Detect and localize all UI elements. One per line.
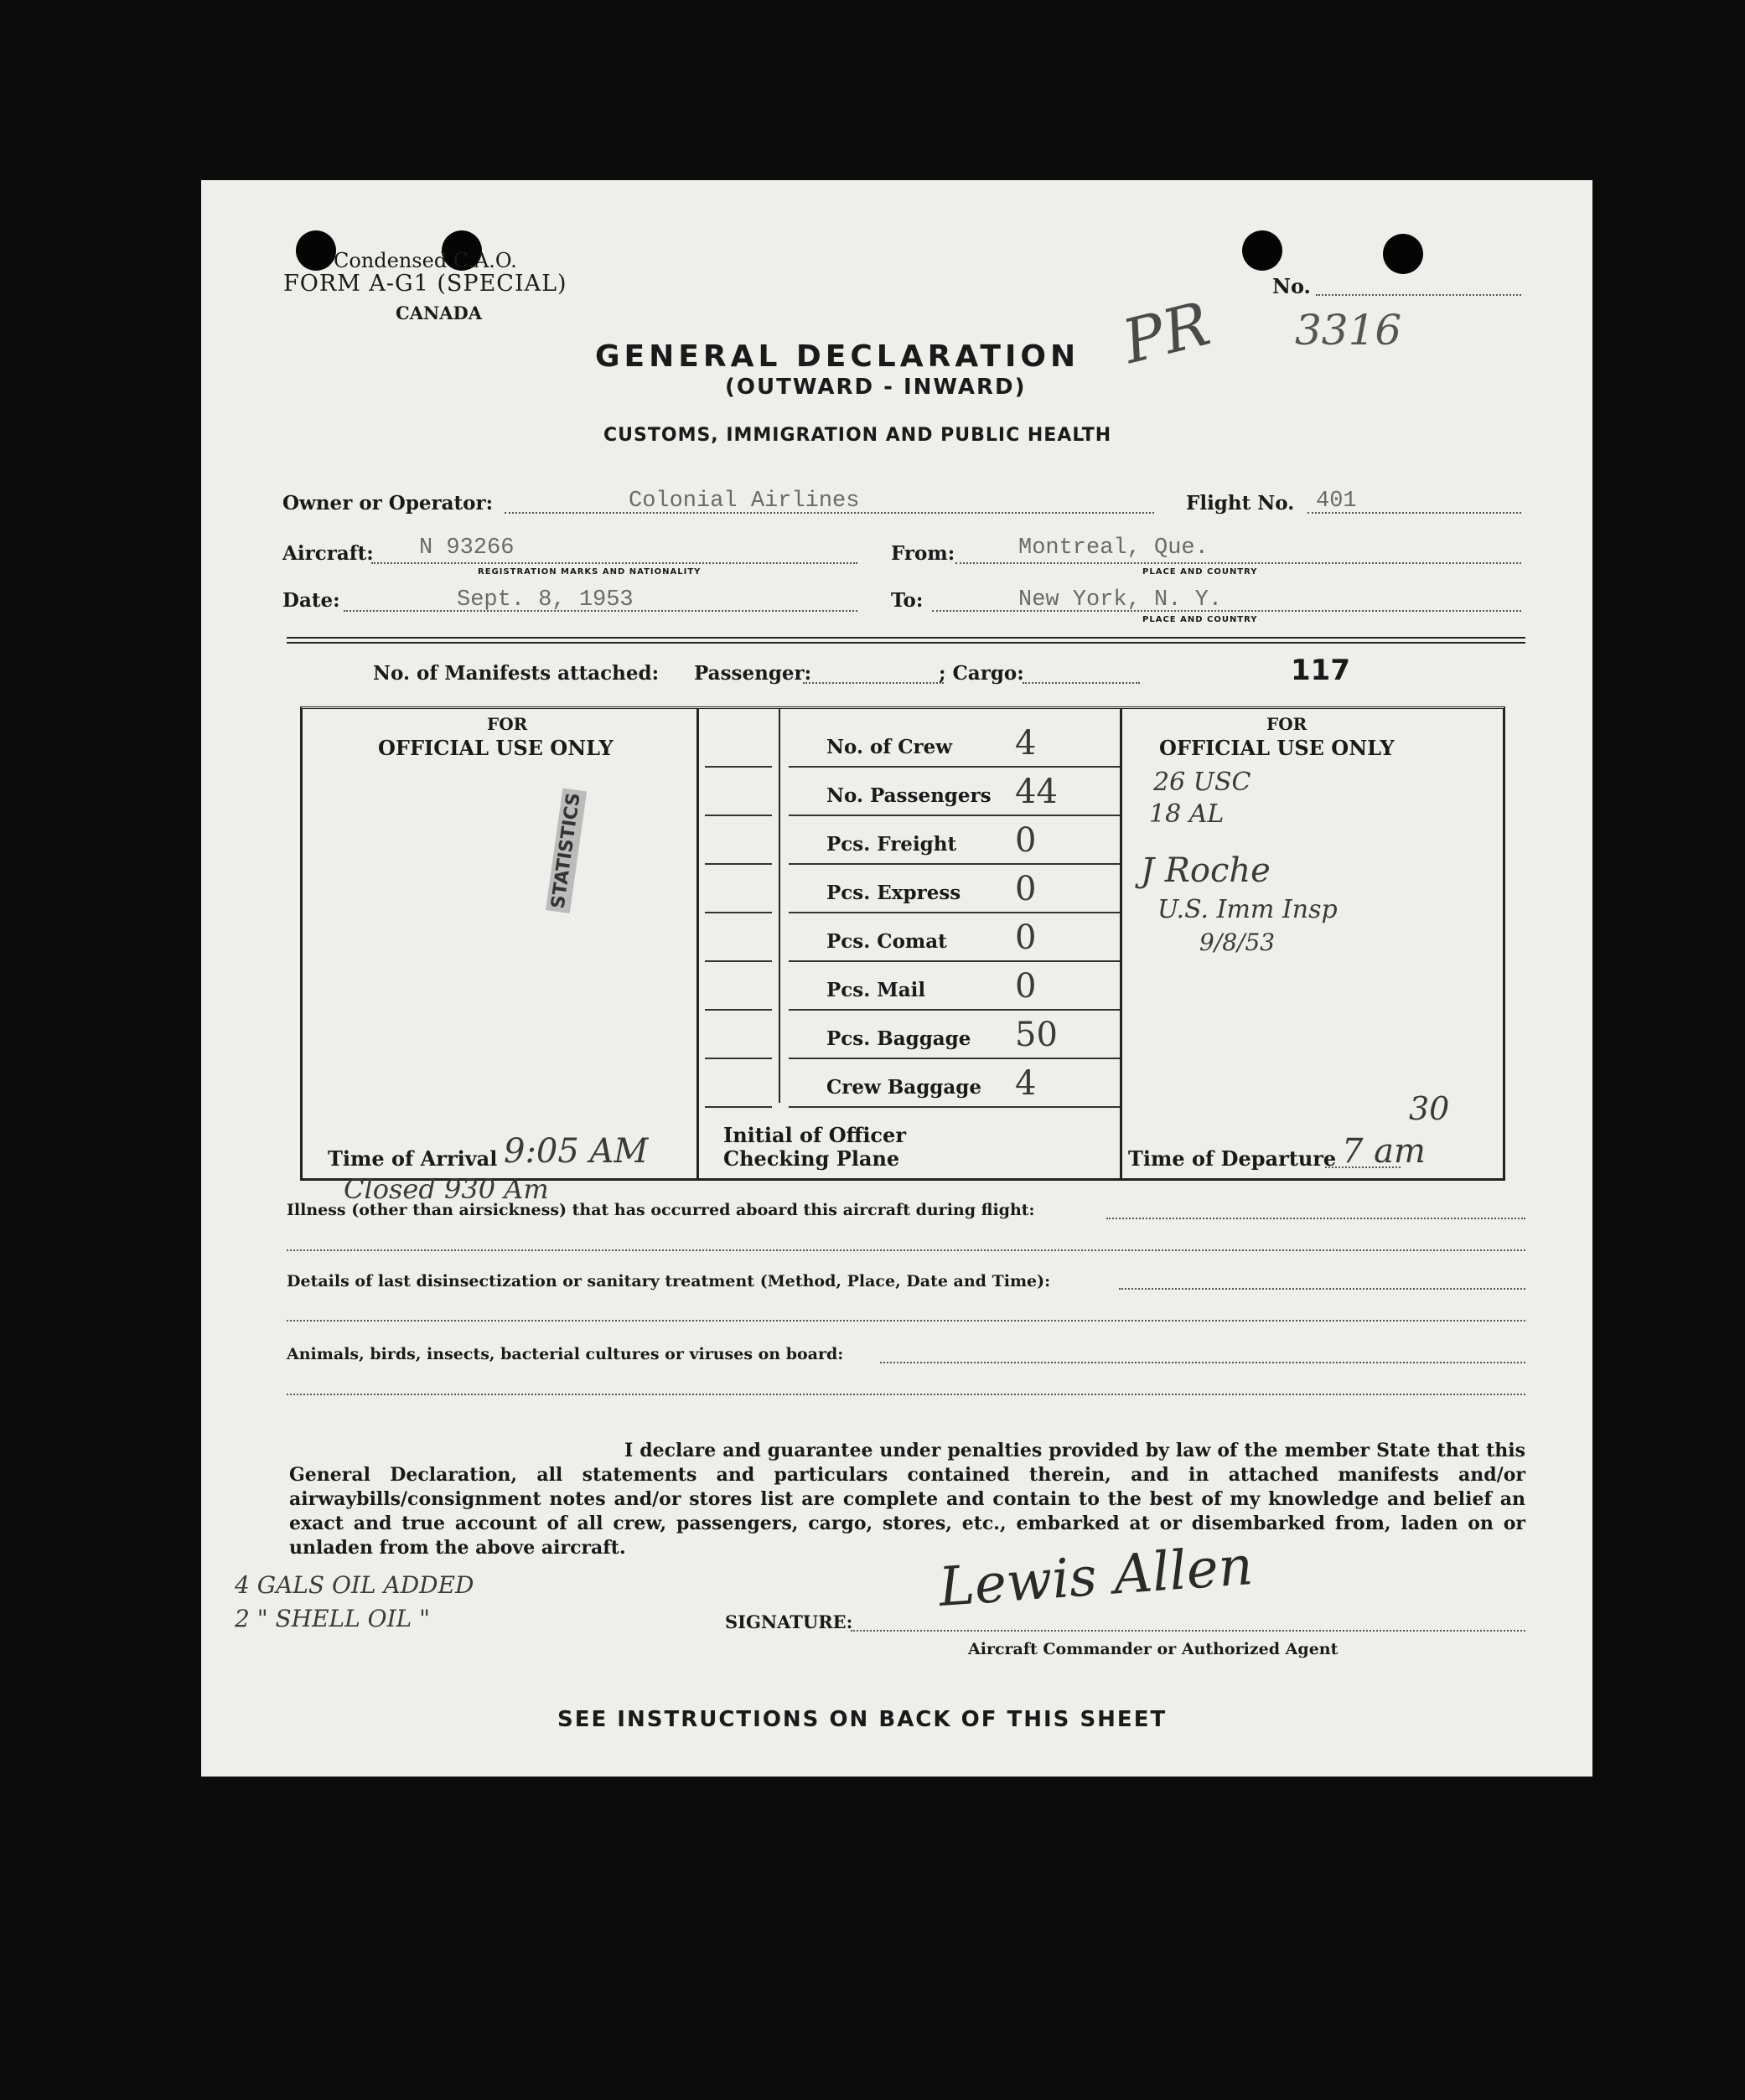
- date-value: Sept. 8, 1953: [457, 587, 634, 613]
- initial-label-1: Initial of Officer: [723, 1123, 906, 1147]
- disinsect-line: [1119, 1288, 1525, 1290]
- form-subtitle: CUSTOMS, IMMIGRATION AND PUBLIC HEALTH: [603, 425, 1112, 446]
- to-value: New York, N. Y.: [1018, 587, 1223, 613]
- manifests-label: No. of Manifests attached:: [373, 662, 660, 685]
- statistics-stamp: STATISTICS: [546, 788, 587, 913]
- official-left: OFFICIAL USE ONLY: [378, 736, 614, 760]
- signature-label: SIGNATURE:: [725, 1611, 853, 1632]
- closed-note: Closed 930 Am: [344, 1173, 549, 1205]
- punch-hole: [1383, 234, 1423, 274]
- form-number: FORM A-G1 (SPECIAL): [283, 271, 567, 297]
- item-value: 0: [1015, 967, 1037, 1006]
- owner-value: Colonial Airlines: [629, 489, 860, 514]
- tick-line: [705, 815, 772, 816]
- flight-value: 401: [1316, 489, 1357, 514]
- signature-line: [851, 1630, 1525, 1632]
- to-caption: PLACE AND COUNTRY: [1142, 615, 1258, 624]
- illness-question: Illness (other than airsickness) that has occurred aboard this aircraft during flight:: [287, 1201, 1035, 1219]
- tick-line: [705, 1058, 772, 1059]
- illness-line-2: [287, 1249, 1525, 1251]
- signature-value: Lewis Allen: [936, 1535, 1256, 1619]
- tick-line: [705, 1009, 772, 1011]
- item-label: Pcs. Freight: [826, 833, 957, 856]
- item-label: Pcs. Baggage: [826, 1027, 971, 1050]
- arrival-label: Time of Arrival: [328, 1146, 498, 1171]
- disinsect-question: Details of last disinsectization or sanitary treatment (Method, Place, Date and Time):: [287, 1272, 1051, 1291]
- inspector-date: 9/8/53: [1199, 928, 1276, 956]
- departure-extra: 30: [1409, 1090, 1450, 1127]
- flight-label: Flight No.: [1186, 492, 1295, 515]
- item-label: Pcs. Express: [826, 882, 961, 904]
- margin-note-1: 4 GALS OIL ADDED: [235, 1571, 474, 1599]
- initial-label-2: Checking Plane: [723, 1146, 900, 1171]
- aircraft-caption: REGISTRATION MARKS AND NATIONALITY: [478, 567, 702, 577]
- item-value: 44: [1015, 773, 1058, 811]
- tick-line: [705, 863, 772, 865]
- official-right: OFFICIAL USE ONLY: [1159, 736, 1395, 760]
- departure-label: Time of Departure: [1128, 1146, 1337, 1171]
- form-direction: (OUTWARD - INWARD): [725, 375, 1027, 400]
- stamp-number: 3316: [1295, 306, 1402, 354]
- item-row-line: [789, 960, 1120, 962]
- box-divider: [1120, 709, 1122, 1178]
- item-row-line: [789, 1009, 1120, 1011]
- item-row-line: [789, 863, 1120, 865]
- item-value: 4: [1015, 1064, 1037, 1103]
- date-label: Date:: [282, 589, 340, 612]
- declaration-form: [201, 180, 1592, 1777]
- punch-hole: [1242, 230, 1282, 271]
- tick-line: [705, 960, 772, 962]
- country: CANADA: [396, 303, 483, 323]
- cargo-value: 117: [1291, 654, 1350, 687]
- right-note-1: 26 USC: [1153, 768, 1251, 797]
- for-left: FOR: [487, 714, 528, 734]
- from-label: From:: [891, 542, 955, 565]
- signature-caption: Aircraft Commander or Authorized Agent: [968, 1640, 1339, 1658]
- cargo-line: [1023, 682, 1140, 684]
- aircraft-label: Aircraft:: [282, 542, 374, 565]
- item-row-line: [789, 766, 1120, 768]
- inspector-signature: J Roche: [1141, 851, 1271, 890]
- inspector-title: U.S. Imm Insp: [1157, 895, 1338, 924]
- footer-instructions: SEE INSTRUCTIONS ON BACK OF THIS SHEET: [557, 1707, 1168, 1732]
- divider: [287, 642, 1525, 644]
- owner-label: Owner or Operator:: [282, 492, 494, 515]
- from-value: Montreal, Que.: [1018, 535, 1209, 561]
- item-label: Pcs. Comat: [826, 930, 947, 953]
- tick-line: [705, 766, 772, 768]
- animals-line-2: [287, 1394, 1525, 1395]
- passenger-label: Passenger:: [694, 662, 812, 685]
- animals-line: [880, 1362, 1525, 1363]
- tick-line: [705, 912, 772, 913]
- box-divider: [779, 709, 780, 1103]
- box-divider: [696, 709, 699, 1178]
- no-label: No.: [1272, 274, 1311, 298]
- illness-line: [1106, 1218, 1525, 1219]
- tick-line: [705, 1106, 772, 1108]
- statistics-box: [300, 706, 1505, 1181]
- animals-question: Animals, birds, insects, bacterial cultures or viruses on board:: [287, 1345, 844, 1363]
- item-value: 50: [1015, 1016, 1058, 1054]
- item-row-line: [789, 1058, 1120, 1059]
- cargo-label: ; Cargo:: [939, 662, 1024, 685]
- aircraft-line: [371, 562, 857, 564]
- disinsect-line-2: [287, 1320, 1525, 1322]
- aircraft-value: N 93266: [419, 535, 515, 561]
- for-right: FOR: [1266, 714, 1307, 734]
- item-label: Crew Baggage: [826, 1076, 981, 1099]
- divider: [287, 637, 1525, 639]
- org-line: Condensed C.A.O.: [334, 249, 517, 272]
- no-line: [1316, 294, 1521, 296]
- item-row-line: [789, 1106, 1120, 1108]
- item-label: No. of Crew: [826, 736, 953, 758]
- item-label: Pcs. Mail: [826, 979, 926, 1001]
- item-value: 4: [1015, 724, 1037, 763]
- margin-note-2: 2 " SHELL OIL ": [235, 1605, 431, 1632]
- punch-hole: [296, 230, 336, 271]
- right-note-2: 18 AL: [1149, 799, 1225, 829]
- to-label: To:: [891, 589, 924, 612]
- item-value: 0: [1015, 918, 1037, 957]
- item-row-line: [789, 815, 1120, 816]
- item-value: 0: [1015, 870, 1037, 908]
- from-caption: PLACE AND COUNTRY: [1142, 567, 1258, 577]
- passenger-line: [803, 682, 944, 684]
- departure-value: 7 am: [1342, 1132, 1426, 1171]
- form-title: GENERAL DECLARATION: [595, 339, 1080, 374]
- item-label: No. Passengers: [826, 784, 992, 807]
- stamp-initials: PR: [1116, 287, 1217, 378]
- arrival-value: 9:05 AM: [504, 1132, 649, 1171]
- item-value: 0: [1015, 821, 1037, 860]
- item-row-line: [789, 912, 1120, 913]
- from-line: [955, 562, 1521, 564]
- declaration-text: I declare and guarantee under penalties provided by law of the member State that this General Declaration, all statements and particulars contained therein, and in attached manifests and/or airwaybills/consignment notes and/or stores list are complete and contain to the best of my knowledge and belief an exact and true account of all crew, passengers, cargo, stores, etc., embarked at or disembarked from, laden on or unladen from the above aircraft.: [289, 1440, 1525, 1559]
